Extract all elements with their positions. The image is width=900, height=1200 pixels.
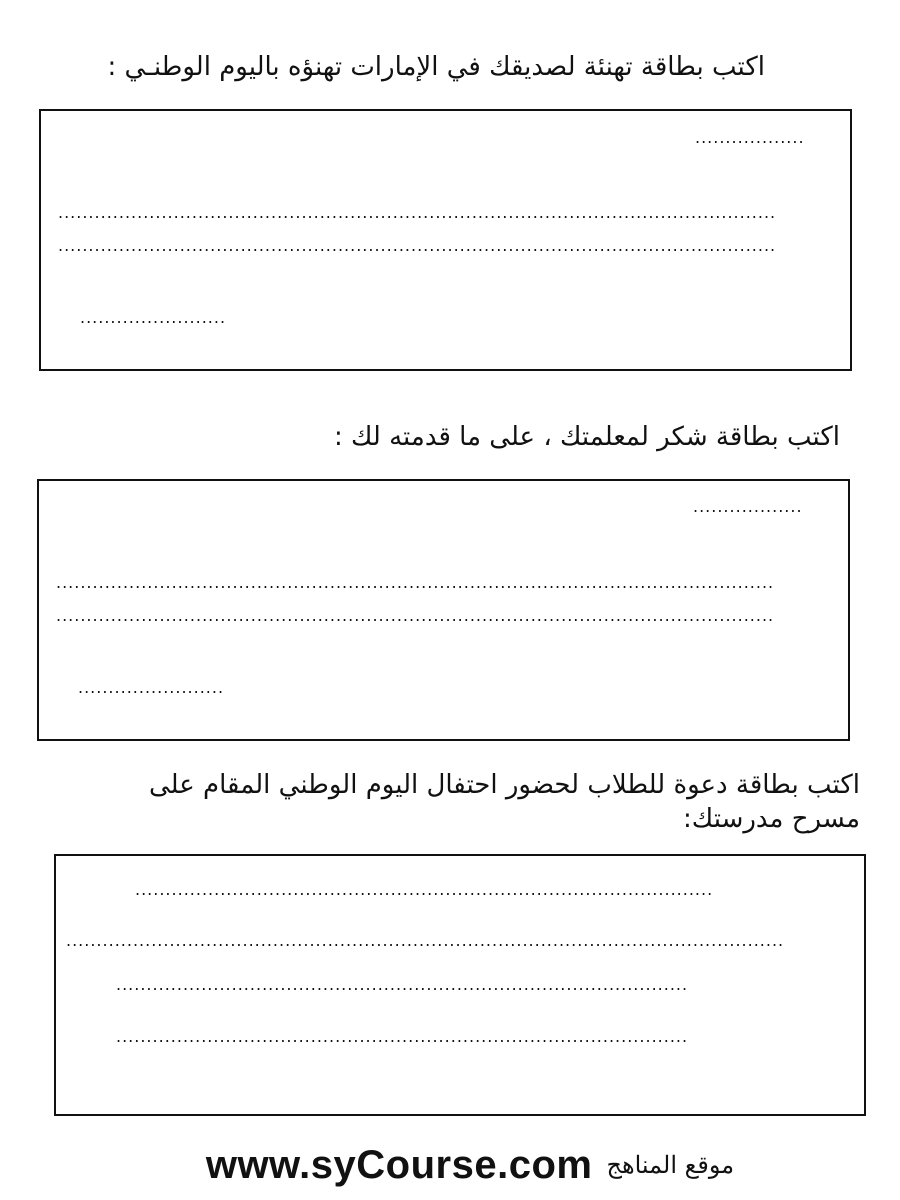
task-1-line-2[interactable]: ...................................................................................................................... bbox=[58, 203, 777, 222]
footer-site-url[interactable]: www.syCourse.com bbox=[205, 1142, 593, 1187]
task-2-prompt: اكتب بطاقة شكر لمعلمتك ، على ما قدمته لك : bbox=[333, 422, 840, 452]
footer bbox=[190, 1140, 750, 1190]
footer-site-name: موقع المناهج bbox=[606, 1151, 735, 1179]
task-3-line-1[interactable]: ............................................................................................... bbox=[135, 880, 714, 899]
task-2-line-2[interactable]: ...................................................................................................................... bbox=[56, 573, 775, 592]
task-2-line-1[interactable]: .................. bbox=[693, 497, 803, 516]
task-2-line-4[interactable]: ........................ bbox=[78, 678, 225, 697]
task-1-line-3[interactable]: ...................................................................................................................... bbox=[58, 236, 777, 255]
task-3-line-4[interactable]: .............................................................................................. bbox=[116, 1027, 689, 1046]
task-3-line-3[interactable]: .............................................................................................. bbox=[116, 975, 689, 994]
task-2-line-3[interactable]: ...................................................................................................................... bbox=[56, 606, 775, 625]
task-1-line-1[interactable]: .................. bbox=[695, 128, 805, 147]
task-3-prompt: اكتب بطاقة دعوة للطلاب لحضور احتفال اليوم الوطني المقام على مسرح مدرستك: bbox=[148, 770, 860, 834]
task-3-line-2[interactable]: ...................................................................................................................... bbox=[66, 931, 785, 950]
task-1-prompt: اكتب بطاقة تهنئة لصديقك في الإمارات تهنؤه باليوم الوطنـي : bbox=[107, 52, 765, 82]
task-1-line-4[interactable]: ........................ bbox=[80, 308, 227, 327]
